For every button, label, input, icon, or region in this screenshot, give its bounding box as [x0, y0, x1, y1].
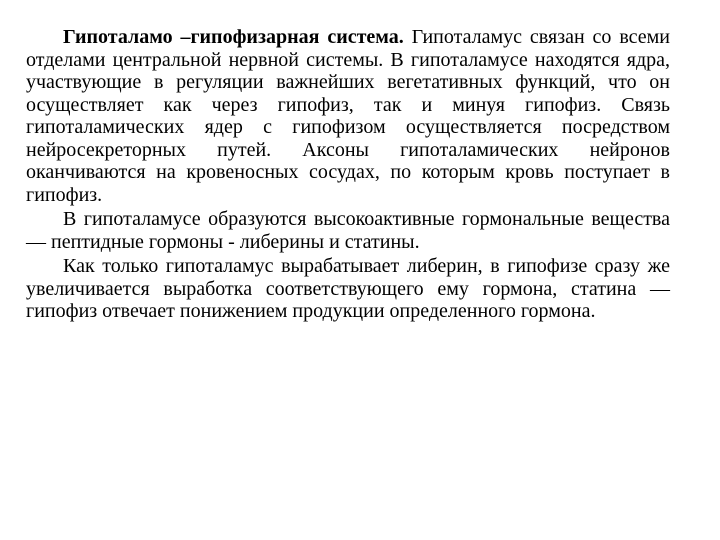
paragraph-text: Гипоталамус связан со всеми отделами центральной нервной системы. В гипоталамусе находятся ядра, участвующие в регуляции важнейших вегетативных функций, что он осуществляет как через гипофиз, так и минуя гипофиз. Связь гипоталамических ядер с гипофизом осуществляется посредством нейросекреторных путей. Аксоны гипоталамических нейронов оканчиваются на кровеносных сосудах, по которым кровь поступает в гипофиз.: [26, 26, 670, 206]
paragraph-text: Как только гипоталамус вырабатывает либерин, в гипофизе сразу же увеличивается выработка соответствующего ему гормона, статина — гипофиз отвечает понижением продукции определенного гормона.: [26, 255, 670, 322]
paragraph-liberin-statin: [26, 255, 670, 323]
paragraph-hormones: [26, 208, 670, 253]
body-text: [26, 26, 670, 323]
paragraph-heading: Гипоталамо –гипофизарная система.: [63, 26, 404, 48]
paragraph-hypothalamic-pituitary-system: [26, 26, 670, 206]
paragraph-text: В гипоталамусе образуются высокоактивные гормональные вещества — пептидные гормоны - либерины и статины.: [26, 208, 670, 253]
